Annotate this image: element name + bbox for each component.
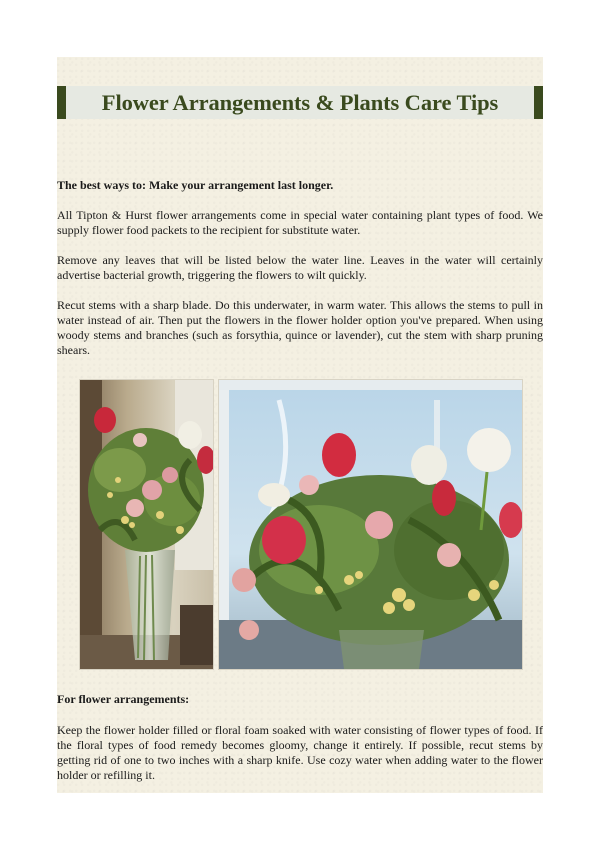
flower-vase-photo — [79, 379, 214, 670]
document-page — [57, 57, 543, 793]
paragraph-remove-leaves: Remove any leaves that will be listed below the water line. Leaves in the water will certainly advertise bacterial growth, triggering the flowers to wilt quickly. — [57, 253, 543, 282]
section-heading-arrangements: For flower arrangements: — [57, 692, 190, 706]
paragraph-flower-holder: Keep the flower holder filled or floral foam soaked with water consisting of flower types of food. If the floral types of food remedy becomes gloomy, change it entirely. If possible, recut stems by getting rid of one to two inches with a sharp knife. Use cozy water when adding water to the flower holder or refilling it. — [57, 723, 543, 782]
paragraph-flower-food: All Tipton & Hurst flower arrangements come in special water containing plant types of food. We supply flower food packets to the recipient for substitute water. — [57, 208, 543, 237]
page-title: Flower Arrangements & Plants Care Tips — [101, 89, 499, 115]
section-heading-longer-life: The best ways to: Make your arrangement last longer. — [57, 178, 334, 192]
paragraph-recut-stems: Recut stems with a sharp blade. Do this underwater, in warm water. This allows the stems to pull in water instead of air. Then put the flowers in the flower holder option you've prepared. When using woody stems and branches (such as forsythia, quince or lavender), cut the stem with sharp pruning shears. — [57, 298, 543, 357]
tulip-bouquet-photo — [218, 379, 523, 670]
title-banner — [57, 86, 543, 119]
